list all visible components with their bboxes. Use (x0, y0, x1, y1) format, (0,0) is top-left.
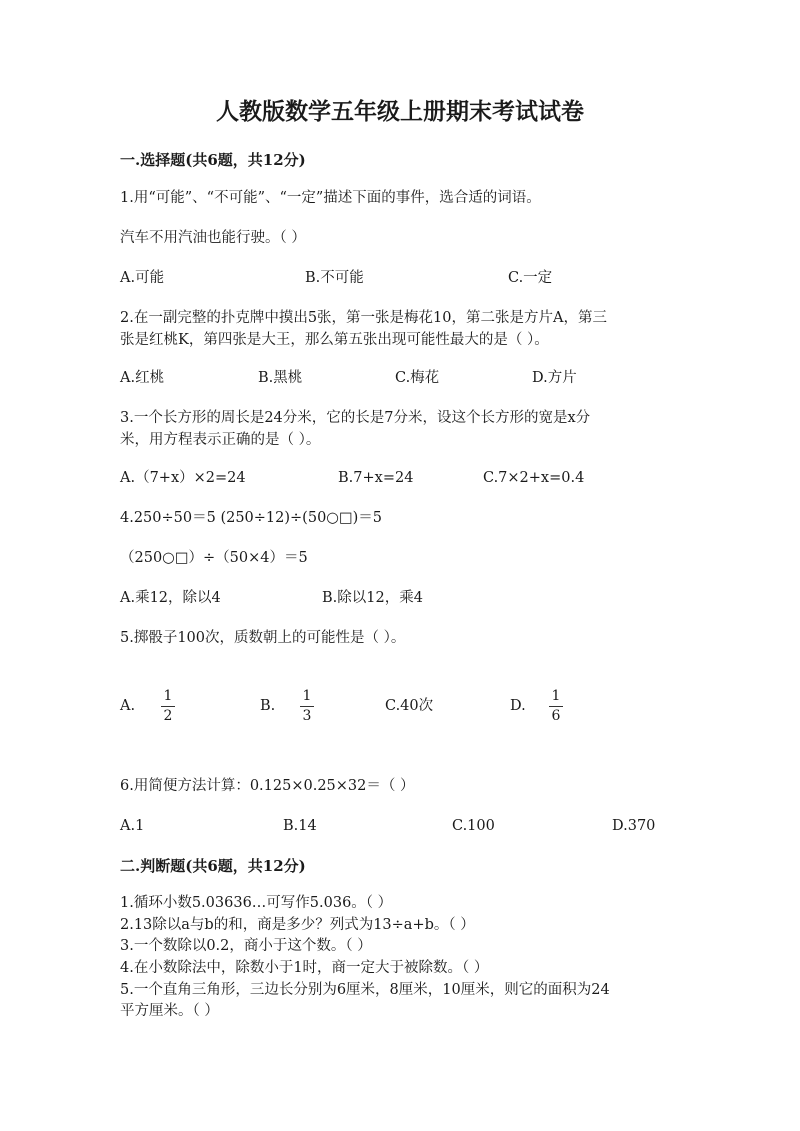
q5-option-c: C.40次 (385, 698, 434, 714)
q2-text-line1: 2.在一副完整的扑克牌中摸出5张，第一张是梅花10，第二张是方片A，第三 (120, 310, 607, 326)
fraction-denominator: 2 (163, 708, 173, 724)
q2-option-d: D.方片 (532, 370, 577, 386)
q3-text-line2: 米，用方程表示正确的是（ ）。 (120, 432, 321, 448)
q3-option-a: A.（7+x）×2=24 (120, 470, 246, 486)
q6-option-a: A.1 (120, 818, 145, 834)
judgment-item: 2.13除以a与b的和，商是多少？列式为13÷a+b。（ ） (120, 917, 475, 933)
q4-text-line2: （250○□）÷（50×4）＝5 (120, 550, 308, 566)
q4-text-line1: 4.250÷50＝5 (250÷12)÷(50○□)＝5 (120, 510, 383, 526)
q6-option-c: C.100 (452, 818, 495, 834)
judgment-item: 1.循环小数5.03636…可写作5.036。（ ） (120, 895, 393, 911)
q1-option-a: A.可能 (120, 270, 165, 286)
fraction-numerator: 1 (302, 688, 312, 704)
fraction-bar (161, 706, 175, 707)
q1-statement: 汽车不用汽油也能行驶。（ ） (120, 230, 306, 246)
q5-option-a-label: A. (120, 698, 136, 714)
q1-option-c: C.一定 (508, 270, 553, 286)
q1-text: 1.用“可能”、“不可能”、“一定”描述下面的事件，选合适的词语。 (120, 190, 541, 206)
page-title: 人教版数学五年级上册期末考试试卷 (216, 98, 584, 125)
q2-option-b: B.黑桃 (258, 370, 303, 386)
q2-option-a: A.红桃 (120, 370, 165, 386)
q5-option-a-fraction (158, 688, 178, 725)
judgment-item: 5.一个直角三角形，三边长分别为6厘米，8厘米，10厘米，则它的面积为24 (120, 982, 610, 998)
q5-option-d-fraction (546, 688, 566, 725)
q6-option-d: D.370 (612, 818, 656, 834)
q6-option-b: B.14 (283, 818, 317, 834)
q6-text: 6.用简便方法计算：0.125×0.25×32＝（ ） (120, 778, 415, 794)
q5-text: 5.掷骰子100次，质数朝上的可能性是（ ）。 (120, 630, 406, 646)
judgment-item: 4.在小数除法中，除数小于1时，商一定大于被除数。（ ） (120, 960, 489, 976)
q5-option-d-label: D. (510, 698, 526, 714)
judgment-item: 3.一个数除以0.2，商小于这个数。（ ） (120, 938, 372, 954)
judgment-item-continuation: 平方厘米。（ ） (120, 1003, 219, 1019)
fraction-numerator: 1 (551, 688, 561, 704)
fraction-bar (300, 706, 314, 707)
q5-option-b-label: B. (260, 698, 276, 714)
fraction-bar (549, 706, 563, 707)
fraction-denominator: 6 (551, 708, 561, 724)
fraction-numerator: 1 (163, 688, 173, 704)
q3-option-c: C.7×2+x=0.4 (483, 470, 585, 486)
q2-text-line2: 张是红桃K，第四张是大王，那么第五张出现可能性最大的是（ ）。 (120, 332, 549, 348)
q3-option-b: B.7+x=24 (338, 470, 414, 486)
q5-option-b-fraction (297, 688, 317, 725)
section-heading-choice: 一.选择题(共6题，共12分) (120, 151, 306, 169)
q1-option-b: B.不可能 (305, 270, 364, 286)
q4-option-b: B.除以12，乘4 (322, 590, 423, 606)
section-heading-judgment: 二.判断题(共6题，共12分) (120, 857, 306, 875)
q3-text-line1: 3.一个长方形的周长是24分米，它的长是7分米，设这个长方形的宽是x分 (120, 410, 591, 426)
q2-option-c: C.梅花 (395, 370, 440, 386)
q4-option-a: A.乘12，除以4 (120, 590, 221, 606)
fraction-denominator: 3 (302, 708, 312, 724)
